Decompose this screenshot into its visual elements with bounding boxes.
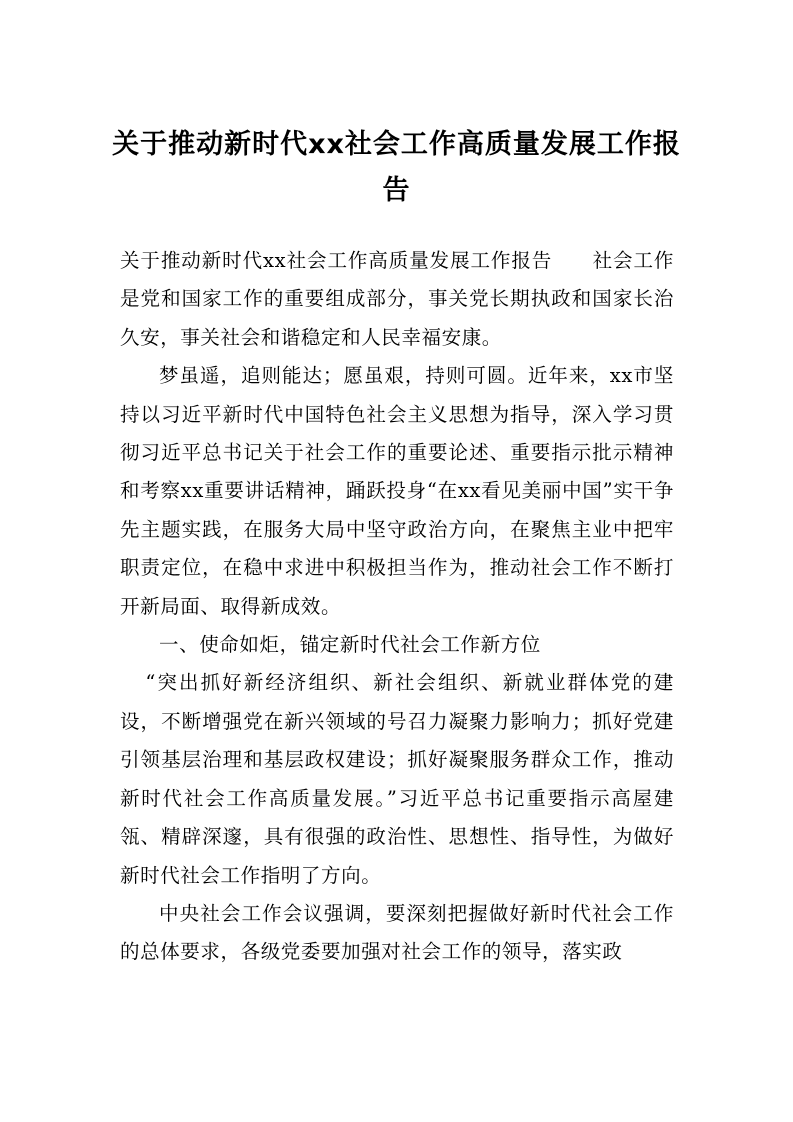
paragraph-3: “突出抓好新经济组织、新社会组织、新就业群体党的建设，不断增强党在新兴领域的号召力凝聚力影响力；抓好党建引领基层治理和基层政权建设；抓好凝聚服务群众工作，推动新时代社会工作高质量发展。”习近平总书记重要指示高屋建瓴、精辟深邃，具有很强的政治性、思想性、指导性，为做好新时代社会工作指明了方向。 <box>120 671 674 887</box>
paragraph-4: 中央社会工作会议强调，要深刻把握做好新时代社会工作的总体要求，各级党委要加强对社会工作的领导，落实政 <box>120 901 674 964</box>
paragraph-2: 梦虽遥，追则能达；愿虽艰，持则可圆。近年来，xx市坚持以习近平新时代中国特色社会主义思想为指导，深入学习贯彻习近平总书记关于社会工作的重要论述、重要指示批示精神和考察xx重要讲话精神，踊跃投身“在xx看见美丽中国”实干争先主题实践，在服务大局中坚守政治方向，在聚焦主业中把牢职责定位，在稳中求进中积极担当作为，推动社会工作不断打开新局面、取得新成效。 <box>120 364 674 618</box>
intro-text: 社会工作是党和国家工作的重要组成部分，事关党长期执政和国家长治久安，事关社会和谐稳定和人民幸福安康。 <box>120 249 674 349</box>
document-body <box>120 242 674 972</box>
document-title: 关于推动新时代xx社会工作高质量发展工作报告 <box>112 129 681 206</box>
section-1-heading: 一、使命如炬，锚定新时代社会工作新方位 <box>159 633 541 657</box>
intro-paragraph <box>120 242 674 357</box>
intro-heading: 关于推动新时代xx社会工作高质量发展工作报告 <box>120 249 553 272</box>
